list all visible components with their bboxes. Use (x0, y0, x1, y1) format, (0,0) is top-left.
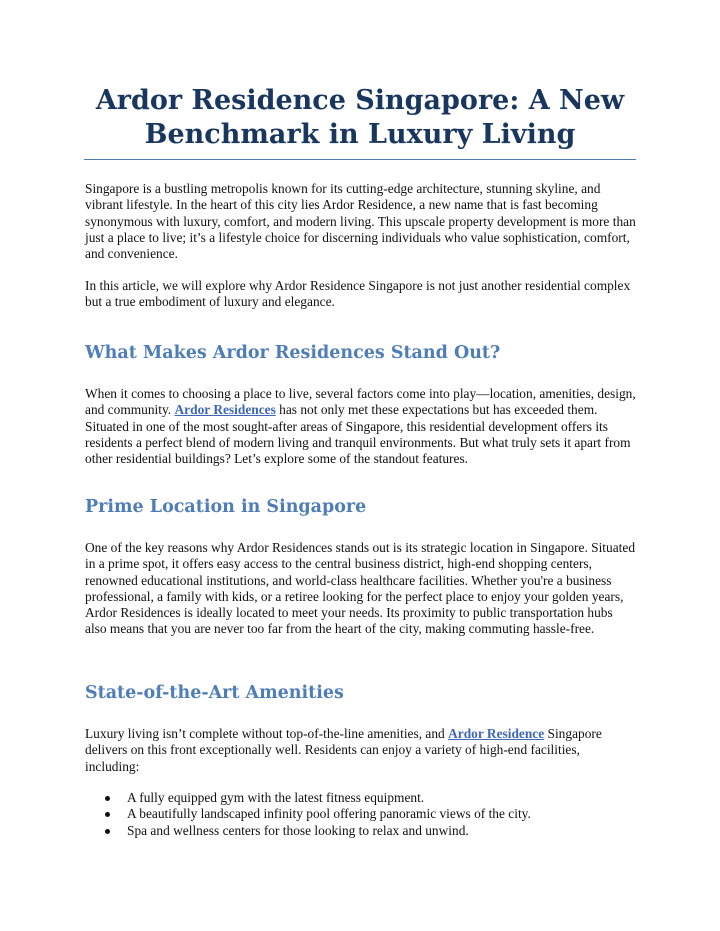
section-paragraph-stand-out (85, 386, 637, 467)
list-item-text: A beautifully landscaped infinity pool offering panoramic views of the city. (127, 806, 531, 822)
paragraph-text: When it comes to choosing a place to live, several factors come into play—location, amenities, design, and community. (85, 386, 636, 418)
ardor-residence-link[interactable]: Ardor Residence (448, 726, 545, 741)
intro-paragraph-1: Singapore is a bustling metropolis known for its cutting-edge architecture, stunning skyline, and vibrant lifestyle. In the heart of this city lies Ardor Residence, a new name that is fast becoming synonymous with luxury, comfort, and modern living. This upscale property development is more than just a place to live; it’s a lifestyle choice for discerning individuals who value sophistication, comfort, and convenience. (85, 181, 636, 262)
ardor-residences-link[interactable]: Ardor Residences (174, 402, 276, 418)
list-item-text: A fully equipped gym with the latest fitness equipment. (127, 790, 425, 805)
bullet-icon (105, 812, 110, 817)
list-item (85, 790, 645, 806)
bullet-icon (105, 829, 110, 834)
section-paragraph-amenities (85, 726, 637, 775)
section-heading-stand-out: What Makes Ardor Residences Stand Out? (85, 343, 501, 363)
section-heading-prime-location: Prime Location in Singapore (85, 497, 367, 517)
list-item (85, 823, 645, 839)
intro-paragraph-2: In this article, we will explore why Ardor Residence Singapore is not just another residential complex but a true embodiment of luxury and elegance. (85, 278, 631, 310)
paragraph-text: has not only met these expectations but has exceeded them. Situated in one of the most sought-after areas of Singapore, this residential development offers its residents a perfect blend of modern living and tranquil environments. But what truly sets it apart from other residential buildings? Let’s explore some of the standout features. (85, 402, 631, 467)
amenities-list (85, 790, 645, 839)
bullet-icon (105, 796, 110, 801)
page-title: Ardor Residence Singapore: A New Benchmark in Luxury Living (95, 85, 625, 150)
list-item-text: Spa and wellness centers for those looking to relax and unwind. (127, 822, 469, 838)
list-item (85, 806, 645, 822)
section-paragraph-prime-location: One of the key reasons why Ardor Residences stands out is its strategic location in Singapore. Situated in a prime spot, it offers easy access to the central business district, high-end shopping centers, renowned educational institutions, and world-class healthcare facilities. Whether you're a business professional, a family with kids, or a retiree looking for the perfect place to enjoy your golden years, Ardor Residences is ideally located to meet your needs. Its proximity to public transportation hubs also means that you are never too far from the heart of the city, making commuting hassle-free. (85, 540, 636, 637)
paragraph-text: Singapore delivers on this front exceptionally well. Residents can enjoy a variety of high-end facilities, including: (85, 726, 602, 774)
section-heading-amenities: State-of-the-Art Amenities (85, 683, 344, 703)
title-divider (84, 159, 636, 160)
paragraph-text: Luxury living isn’t complete without top-of-the-line amenities, and (85, 726, 449, 741)
